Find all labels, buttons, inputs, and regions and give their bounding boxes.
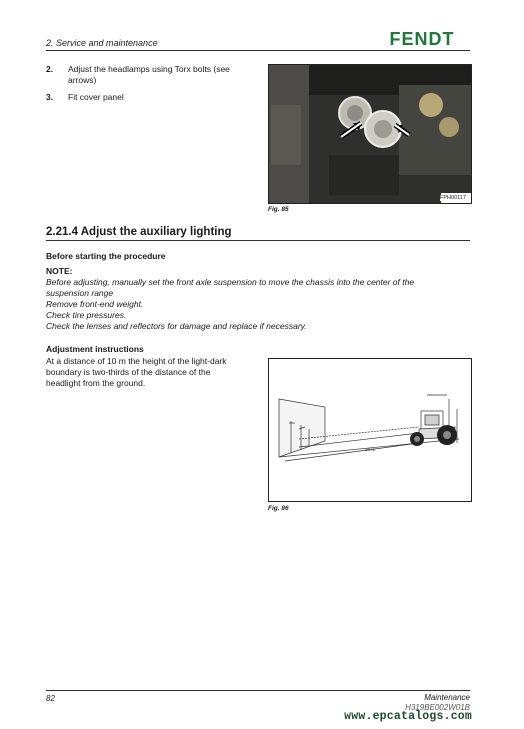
adjustment-line: headlight from the ground. <box>46 378 146 388</box>
figure-85-photo <box>268 64 472 204</box>
note-line: suspension range <box>46 288 114 298</box>
step-number: 2. <box>46 64 54 74</box>
svg-text:FENDT: FENDT <box>389 30 455 48</box>
running-header-title: 2. Service and maintenance <box>46 38 158 48</box>
before-heading: Before starting the procedure <box>46 251 166 261</box>
fendt-logo <box>374 30 470 48</box>
footer-chapter: Maintenance <box>424 693 470 702</box>
figure-85-code: FPH00117 <box>440 195 466 201</box>
header-rule <box>46 50 470 51</box>
headlamp-photo-illustration <box>269 65 471 203</box>
adjustment-heading: Adjustment instructions <box>46 344 144 354</box>
note-block <box>46 277 470 332</box>
figure-86-diagram <box>268 358 472 502</box>
adjustment-line: boundary is two-thirds of the distance of the <box>46 367 211 377</box>
note-line: Remove front-end weight. <box>46 299 144 309</box>
section-title: 2.21.4 Adjust the auxiliary lighting <box>46 226 232 238</box>
footer-doc-code: H319BE002W01B <box>405 703 470 712</box>
note-line: Check tire pressures. <box>46 310 127 320</box>
watermark-link[interactable]: www.epcatalogs.com <box>344 710 472 723</box>
step-number: 3. <box>46 92 54 102</box>
step-text: Adjust the headlamps using Torx bolts (see arrows) <box>68 64 230 85</box>
figure-86-label: Fig. 86 <box>268 505 289 512</box>
page-number: 82 <box>46 694 55 703</box>
step-text: Fit cover panel <box>68 92 124 102</box>
adjustment-text <box>46 356 256 389</box>
footer-rule <box>46 690 470 691</box>
light-boundary-diagram <box>269 359 471 501</box>
note-line: Before adjusting, manually set the front axle suspension to move the chassis into the center of the <box>46 277 415 287</box>
figure-85-label: Fig. 85 <box>268 206 289 213</box>
note-label: NOTE: <box>46 266 73 276</box>
svg-text:10 m: 10 m <box>365 447 376 452</box>
note-line: Check the lenses and reflectors for damage and replace if necessary. <box>46 321 307 331</box>
adjustment-line: At a distance of 10 m the height of the light-dark <box>46 356 227 366</box>
section-rule <box>46 240 470 241</box>
